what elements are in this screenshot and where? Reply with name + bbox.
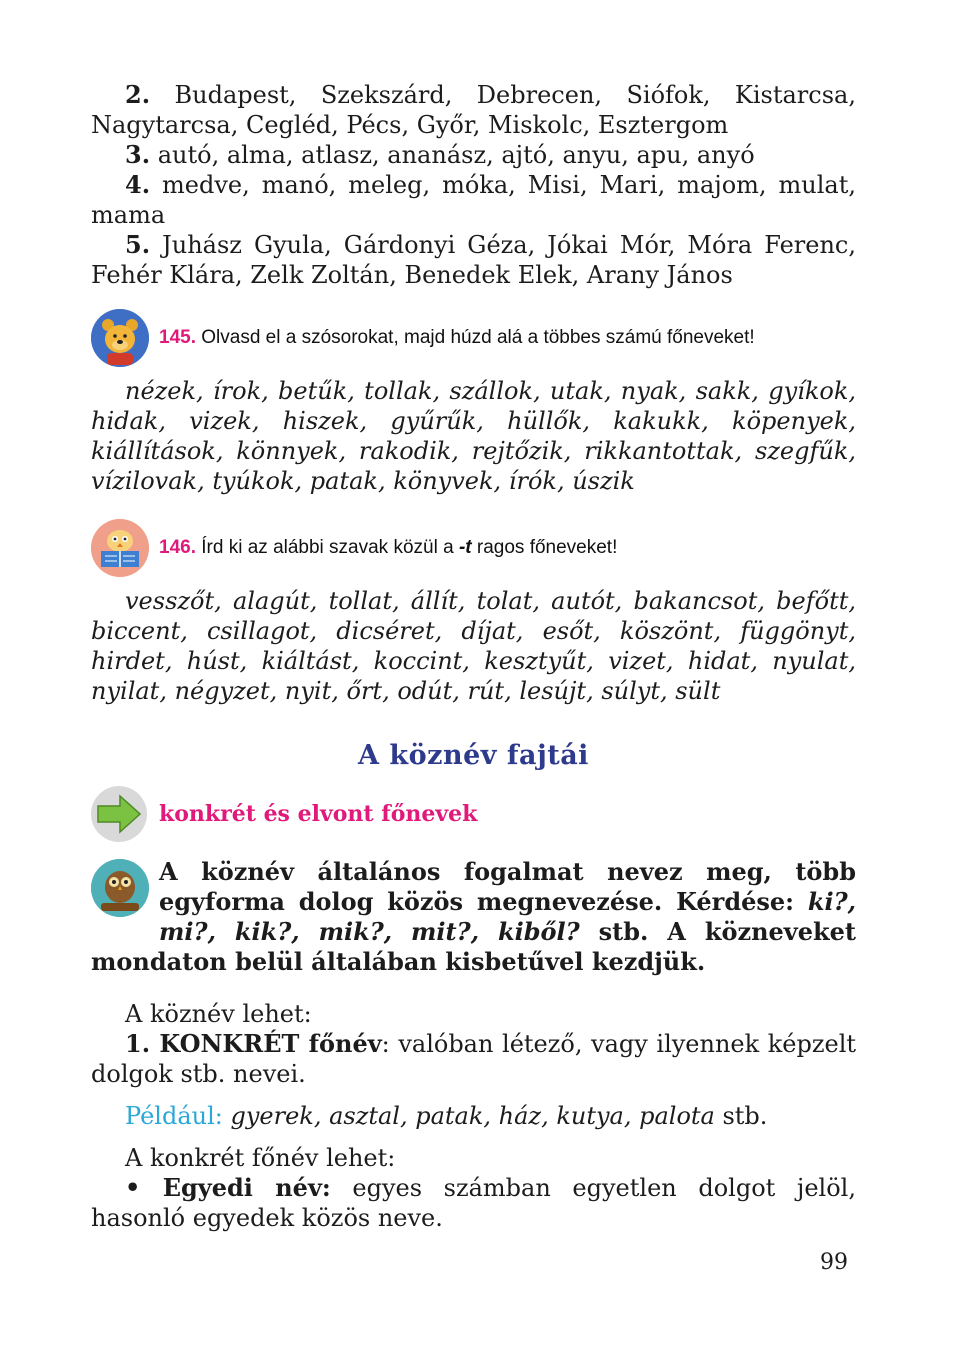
subheading: konkrét és elvont főnevek: [159, 801, 478, 827]
reading-bird-icon: [91, 519, 149, 577]
rule-definition: A köznév általános fogalmat nevez meg, több egyforma dolog közös megnevezése. Kérdése: ki?, mi?, kik?, mik?, mit?, kiből? stb. A közneveket mondaton belül általában kisbetűvel kezdjük.: [91, 857, 857, 976]
bullet-item: • Egyedi név: egyes számban egyetlen dolgot jelöl, hasonló egyedek közös neve.: [91, 1173, 856, 1232]
previous-exercise: [91, 80, 856, 290]
intro-text: A köznév lehet:: [125, 1000, 312, 1028]
task-146-words: vesszőt, alagút, tollat, állít, tolat, autót, bakancsot, befőtt, biccent, csillagot, dicséret, díjat, esőt, köszönt, függönyt, hirdet, húst, kiáltást, koccint, kesztyűt, vizet, hidat, nyulat, nyilat, négyzet, nyit, őrt, odút, rút, lesújt, súlyt, sült: [91, 587, 856, 705]
list-item: 2. Budapest, Szekszárd, Debrecen, Siófok, Kistarcsa, Nagytarcsa, Cegléd, Pécs, Győr, Miskolc, Esztergom: [91, 80, 856, 139]
bear-icon: [91, 309, 149, 367]
task-145-words: nézek, írok, betűk, tollak, szállok, utak, nyak, sakk, gyíkok, hidak, vizek, hiszek, gyűrűk, hüllők, kakukk, köpenyek, kiállítások, könnyek, rakodik, rejtőzik, rikkantottak, szegfűk, vízilovak, tyúkok, patak, könyvek, írók, úszik: [91, 377, 856, 495]
concrete-intro: A konkrét főnév lehet:: [125, 1144, 396, 1172]
task-146-instruction: 146. Írd ki az alábbi szavak közül a -t ragos főneveket!: [159, 537, 618, 558]
task-146-header: [91, 518, 856, 578]
task-145-instruction: 145. Olvasd el a szósorokat, majd húzd alá a többes számú főneveket!: [159, 327, 755, 348]
section-title: A köznév fajtái: [358, 740, 589, 771]
list-item: 3. autó, alma, atlasz, ananász, ajtó, anyu, apu, anyó: [125, 140, 755, 169]
arrow-right-icon: [91, 786, 147, 842]
owl-icon: [91, 859, 149, 917]
list-item: 5. Juhász Gyula, Gárdonyi Géza, Jókai Mór, Móra Ferenc, Fehér Klára, Zelk Zoltán, Benedek Elek, Arany János: [91, 230, 856, 289]
list-item: 4. medve, manó, meleg, móka, Misi, Mari, majom, mulat, mama: [91, 170, 856, 229]
concrete-definition: 1. KONKRÉT főnév: valóban létező, vagy ilyennek képzelt dolgok stb. nevei.: [91, 1029, 857, 1088]
page-content: [91, 80, 856, 1233]
page-number: 99: [820, 1250, 848, 1275]
example-line: Például: gyerek, asztal, patak, ház, kutya, palota stb.: [125, 1102, 768, 1130]
subheading-row: [91, 785, 856, 843]
example-label: Például:: [125, 1102, 223, 1130]
task-145-header: [91, 308, 856, 368]
